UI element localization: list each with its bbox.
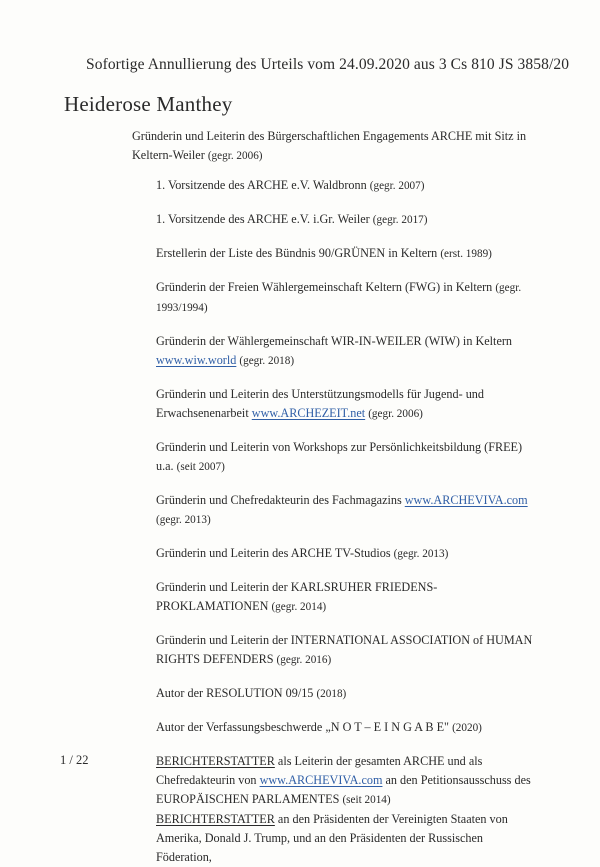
archezeit-link[interactable]: www.ARCHEZEIT.net (251, 406, 366, 420)
list-item: Gründerin der Freien Wählergemeinschaft Keltern (FWG) in Keltern (gegr. 1993/1994) (156, 280, 522, 314)
list-item: Gründerin der Wählergemeinschaft WIR-IN-WEILER (WIW) in Keltern www.wiw.world (gegr. 2018) (156, 334, 513, 367)
reporter-label: BERICHTERSTATTER (156, 812, 275, 826)
list-item: Autor der Verfassungsbeschwerde „N O T – E I N G A B E" (2020) (156, 720, 482, 734)
reporter-item-parliament: BERICHTERSTATTER als Leiterin der gesamten ARCHE und als Chefredakteurin von www.ARCHEVIVA.com an den Petitionsausschuss des EUROPÄISCHEN PARLAMENTES (seit 2014) (156, 754, 531, 806)
page-number: 1 / 22 (60, 753, 89, 767)
reporter-label: BERICHTERSTATTER (156, 754, 275, 768)
list-item: Gründerin und Leiterin des Unterstützungsmodells für Jugend- und Erwachsenenarbeit www.ARCHEZEIT.net (gegr. 2006) (156, 387, 484, 420)
intro-text: Gründerin und Leiterin des Bürgerschaftlichen Engagements ARCHE mit Sitz in Keltern-Weiler (132, 129, 527, 162)
list-item: Gründerin und Leiterin des ARCHE TV-Studios (gegr. 2013) (156, 546, 449, 560)
roles-list (156, 176, 536, 867)
list-item: Gründerin und Leiterin der KARLSRUHER FRIEDENS-PROKLAMATIONEN (gegr. 2014) (156, 580, 438, 613)
list-item: 1. Vorsitzende des ARCHE e.V. Waldbronn (gegr. 2007) (156, 178, 425, 192)
wiw-link[interactable]: www.wiw.world (156, 353, 237, 367)
archeviva-link-2[interactable]: www.ARCHEVIVA.com (259, 773, 383, 787)
document-header: Sofortige Annullierung des Urteils vom 24.09.2020 aus 3 Cs 810 JS 3858/20 (86, 56, 570, 73)
list-item: Gründerin und Leiterin von Workshops zur Persönlichkeitsbildung (FREE) u.a. (seit 2007) (156, 440, 523, 473)
author-name: Heiderose Manthey (64, 92, 233, 116)
intro-paragraph (132, 127, 532, 166)
archeviva-link[interactable]: www.ARCHEVIVA.com (404, 493, 528, 507)
list-item: Gründerin und Chefredakteurin des Fachmagazins www.ARCHEVIVA.com (gegr. 2013) (156, 493, 528, 526)
list-item: Erstellerin der Liste des Bündnis 90/GRÜNEN in Keltern (erst. 1989) (156, 246, 492, 260)
reporter-item-presidents: BERICHTERSTATTER an den Präsidenten der Vereinigten Staaten von Amerika, Donald J. Trump, und an den Präsidenten der Russischen Föderation, (156, 812, 508, 864)
intro-date: (gegr. 2006) (207, 150, 263, 162)
list-item: 1. Vorsitzende des ARCHE e.V. i.Gr. Weiler (gegr. 2017) (156, 212, 428, 226)
list-item: Autor der RESOLUTION 09/15 (2018) (156, 686, 347, 700)
list-item: Gründerin und Leiterin der INTERNATIONAL ASSOCIATION of HUMAN RIGHTS DEFENDERS (gegr. 2016) (156, 633, 533, 666)
